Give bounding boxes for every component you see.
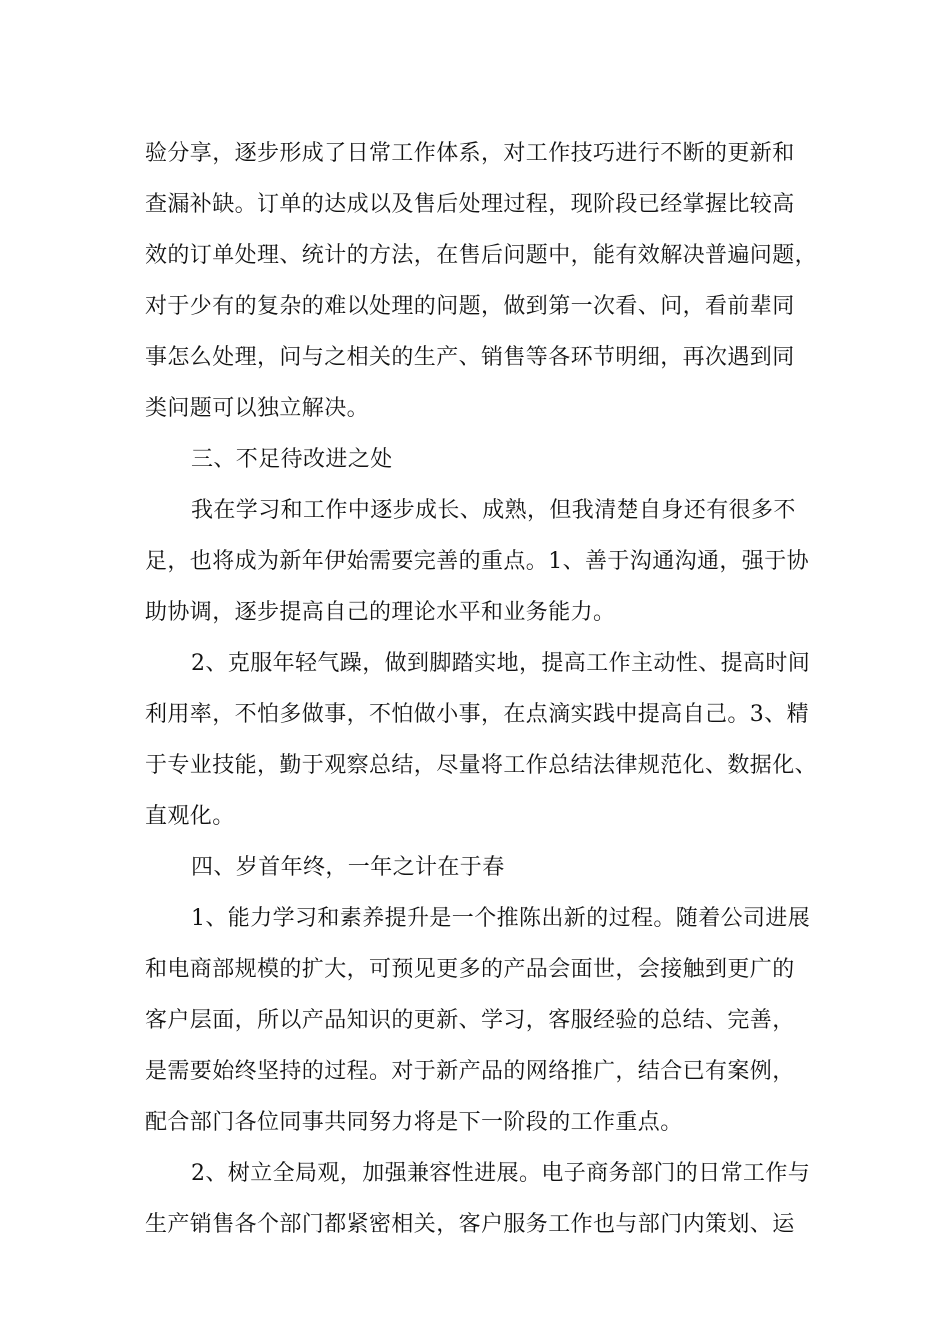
text-line: 事怎么处理，问与之相关的生产、销售等各环节明细，再次遇到同	[145, 345, 795, 370]
text-line: 查漏补缺。订单的达成以及售后处理过程，现阶段已经掌握比较高	[145, 192, 795, 217]
text-line: 我在学习和工作中逐步成长、成熟，但我清楚自身还有很多不	[191, 498, 796, 523]
text-line: 类问题可以独立解决。	[145, 396, 370, 421]
text-line: 于专业技能，勤于观察总结，尽量将工作总结法律规范化、数据化、	[145, 753, 818, 778]
text-line: 三、不足待改进之处	[191, 447, 393, 472]
document-body	[145, 128, 830, 1250]
text-line: 足，也将成为新年伊始需要完善的重点。1、善于沟通沟通，强于协	[145, 549, 809, 574]
text-line: 2、树立全局观，加强兼容性进展。电子商务部门的日常工作与	[191, 1161, 811, 1186]
text-line: 1、能力学习和素养提升是一个推陈出新的过程。随着公司进展	[191, 906, 811, 931]
text-line: 和电商部规模的扩大，可预见更多的产品会面世，会接触到更广的	[145, 957, 795, 982]
text-line: 对于少有的复杂的难以处理的问题，做到第一次看、问，看前辈同	[145, 294, 795, 319]
text-line: 客户层面，所以产品知识的更新、学习，客服经验的总结、完善，	[145, 1008, 795, 1033]
text-line: 四、岁首年终，一年之计在于春	[191, 855, 505, 880]
text-line: 直观化。	[145, 804, 235, 829]
text-line: 助协调，逐步提高自己的理论水平和业务能力。	[145, 600, 616, 625]
text-line: 是需要始终坚持的过程。对于新产品的网络推广，结合已有案例，	[145, 1059, 795, 1084]
text-line: 利用率，不怕多做事，不怕做小事，在点滴实践中提高自己。3、精	[145, 702, 809, 727]
text-line: 配合部门各位同事共同努力将是下一阶段的工作重点。	[145, 1110, 683, 1135]
text-line: 生产销售各个部门都紧密相关，客户服务工作也与部门内策划、运	[145, 1212, 795, 1237]
text-line: 验分享，逐步形成了日常工作体系，对工作技巧进行不断的更新和	[145, 141, 795, 166]
text-line: 2、克服年轻气躁，做到脚踏实地，提高工作主动性、提高时间	[191, 651, 811, 676]
text-line: 效的订单处理、统计的方法，在售后问题中，能有效解决普遍问题，	[145, 243, 818, 268]
